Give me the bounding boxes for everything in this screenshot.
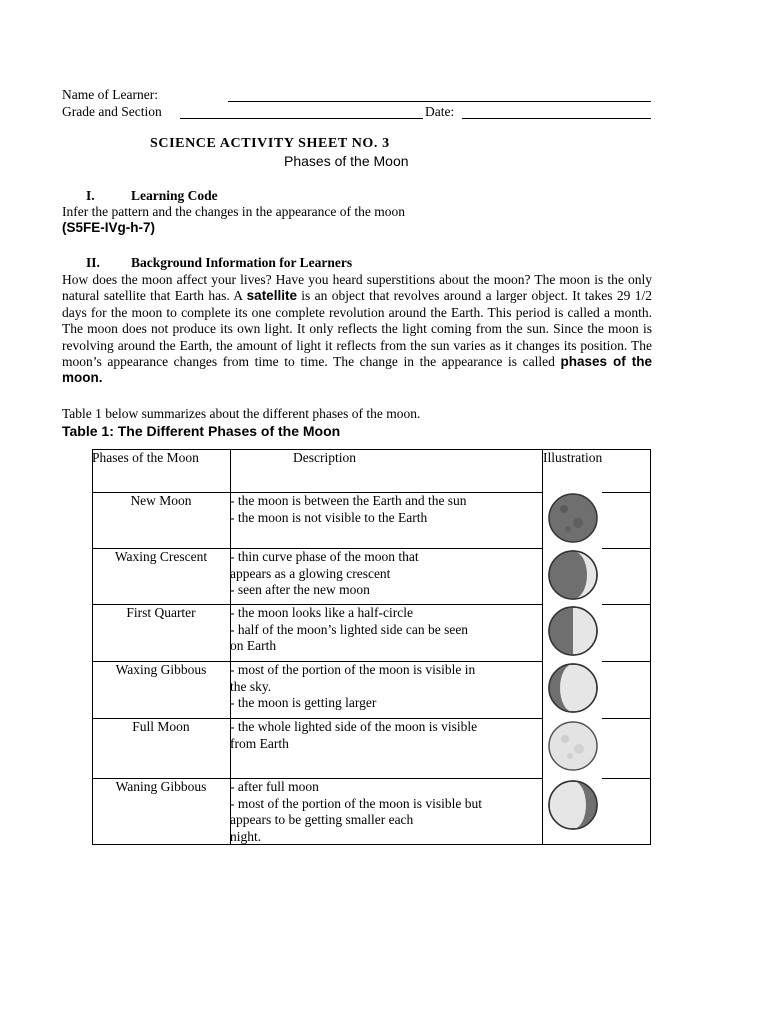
phase-description — [230, 549, 542, 599]
section2-heading: Background Information for Learners — [131, 255, 353, 270]
phase-description — [230, 662, 542, 712]
sheet-subtitle: Phases of the Moon — [284, 153, 409, 169]
phase-name: New Moon — [130, 493, 192, 508]
new-moon-icon — [544, 493, 602, 543]
description-line: the sky. — [230, 678, 272, 694]
table-intro: Table 1 below summarizes about the different phases of the moon. — [62, 406, 421, 421]
first-quarter-icon — [544, 606, 602, 656]
phase-name: Waxing Gibbous — [115, 662, 207, 677]
description-line: on Earth — [230, 638, 277, 654]
phase-name: Waning Gibbous — [115, 779, 207, 794]
name-label: Name of Learner: — [62, 87, 158, 102]
description-line: - half of the moon’s lighted side can be seen — [230, 621, 469, 637]
description-line: - most of the portion of the moon is visible but — [230, 795, 482, 811]
background-text-2: is an object that revolves around a larger object. It takes 29 1/2 days for the moon to complete its one complete revolution around the Earth. This period is called a month. The moon does not produce its own light. It only reflects the light coming from the sun. Since the moon is revolving around the Earth, the amount of light it reflects from the sun varies as it changes its position. The moon’s appearance changes from time to time. The change in the appearance is called — [62, 288, 652, 370]
row-divider — [602, 718, 651, 719]
table-border-right — [650, 449, 651, 845]
header-phase: Phases of the Moon — [92, 450, 199, 465]
background-paragraph — [62, 272, 652, 387]
description-line: - the moon is not visible to the Earth — [230, 509, 428, 525]
full-moon-icon — [544, 721, 602, 771]
description-line: appears as a glowing crescent — [230, 565, 391, 581]
waxing-gibbous-icon — [544, 663, 602, 713]
header-illustration: Illustration — [543, 450, 603, 465]
row-divider — [602, 492, 651, 493]
section1-heading: Learning Code — [131, 188, 218, 203]
phase-description — [230, 605, 542, 655]
phases-table — [92, 449, 652, 845]
section1-numeral: I. — [86, 188, 95, 203]
grade-field-line[interactable] — [180, 118, 423, 119]
phase-name: First Quarter — [126, 605, 196, 620]
name-field-line[interactable] — [228, 101, 651, 102]
description-line: - the moon is getting larger — [230, 695, 377, 711]
waning-gibbous-icon — [544, 780, 602, 830]
date-field-line[interactable] — [462, 118, 651, 119]
background-text-1: How does the moon affect your lives? Have you heard superstitions about the moon? The moon is the only natural satellite that Earth has. A — [62, 272, 652, 304]
learning-code: (S5FE-IVg-h-7) — [62, 220, 155, 235]
section2-numeral: II. — [86, 255, 100, 270]
phase-description — [230, 493, 542, 526]
description-line: night. — [230, 828, 262, 844]
description-line: - the moon looks like a half-circle — [230, 605, 413, 620]
section1-text: Infer the pattern and the changes in the appearance of the moon — [62, 204, 405, 219]
description-line: - most of the portion of the moon is visible in — [230, 662, 476, 677]
description-line: - after full moon — [230, 779, 319, 794]
phase-description — [230, 719, 542, 752]
description-line: appears to be getting smaller each — [230, 812, 414, 828]
sheet-title: SCIENCE ACTIVITY SHEET NO. 3 — [150, 136, 390, 151]
description-line: - seen after the new moon — [230, 582, 370, 598]
header-description: Description — [293, 450, 356, 465]
description-line: - thin curve phase of the moon that — [230, 549, 419, 564]
description-line: from Earth — [230, 735, 289, 751]
grade-label: Grade and Section — [62, 104, 162, 119]
date-label: Date: — [425, 104, 455, 119]
description-line: - the moon is between the Earth and the sun — [230, 493, 467, 508]
term-phases: phases of the moon. — [62, 354, 652, 386]
row-divider — [602, 604, 651, 605]
phase-name: Waxing Crescent — [114, 549, 208, 564]
row-divider — [602, 661, 651, 662]
row-divider — [602, 778, 651, 779]
column-divider-2 — [542, 449, 543, 845]
term-satellite: satellite — [246, 288, 297, 304]
phase-name: Full Moon — [132, 719, 190, 734]
waxing-crescent-icon — [544, 550, 602, 600]
row-divider — [602, 548, 651, 549]
phase-description — [230, 779, 542, 845]
description-line: - the whole lighted side of the moon is visible — [230, 719, 478, 734]
table-caption: Table 1: The Different Phases of the Moon — [62, 423, 341, 439]
